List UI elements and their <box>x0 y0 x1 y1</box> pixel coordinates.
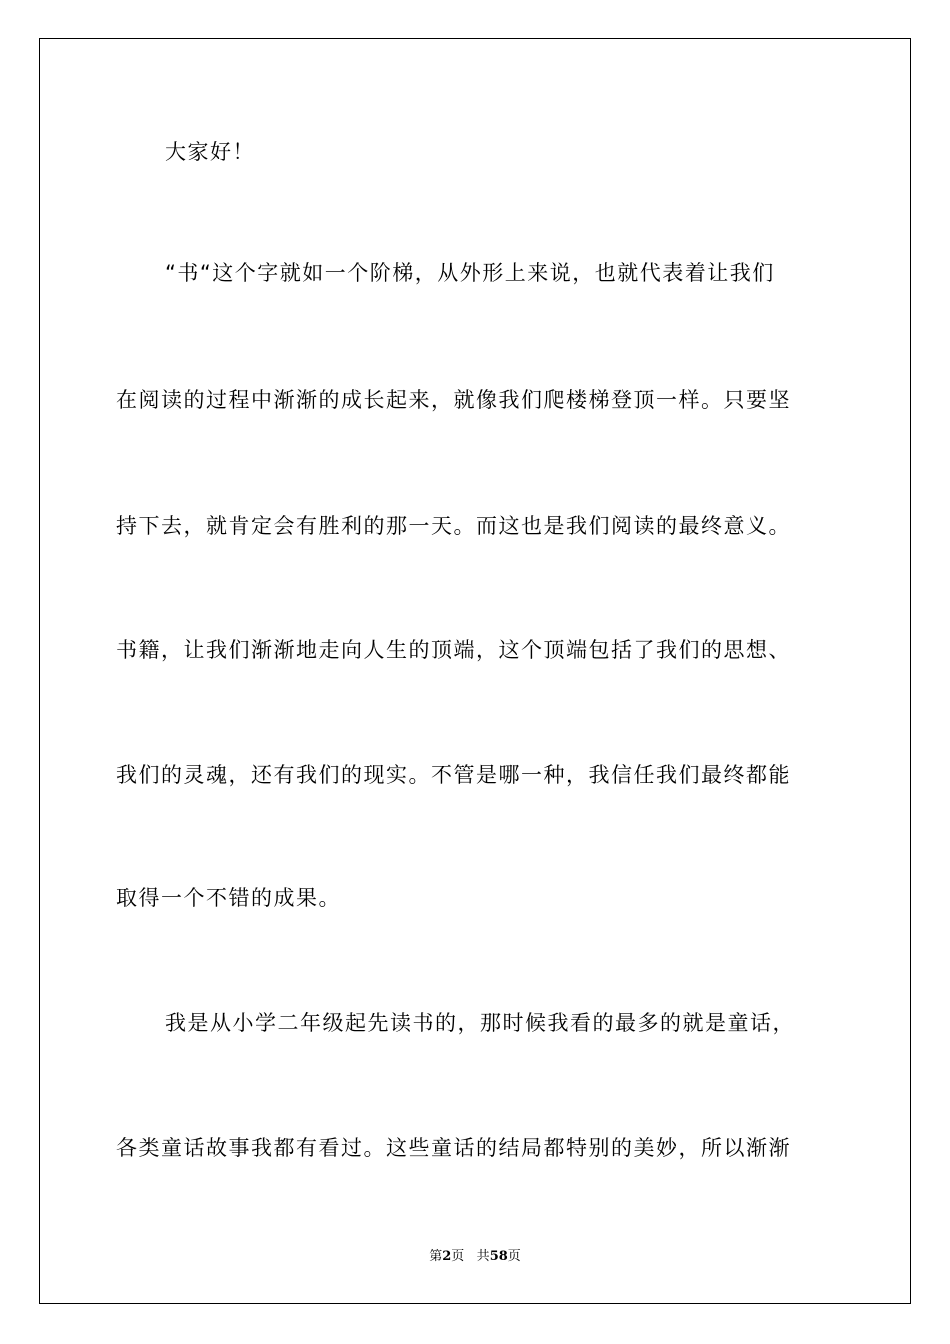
paragraph-line: “书“这个字就如一个阶梯，从外形上来说，也就代表着让我们 <box>165 261 775 285</box>
page-footer <box>0 1248 950 1266</box>
paragraph-line: 取得一个不错的成果。 <box>116 886 341 910</box>
total-pages: 58 <box>489 1249 508 1264</box>
paragraph-line: 我们的灵魂，还有我们的现实。不管是哪一种，我信任我们最终都能 <box>116 763 791 787</box>
greeting-line: 大家好！ <box>165 140 255 164</box>
paragraph-line: 各类童话故事我都有看过。这些童话的结局都特别的美妙，所以渐渐 <box>116 1136 791 1160</box>
page-frame <box>39 38 911 1304</box>
total-prefix: 共 <box>476 1249 490 1264</box>
paragraph-line: 在阅读的过程中渐渐的成长起来，就像我们爬楼梯登顶一样。只要坚 <box>116 388 791 412</box>
total-suffix: 页 <box>507 1249 521 1264</box>
paragraph-line: 书籍，让我们渐渐地走向人生的顶端，这个顶端包括了我们的思想、 <box>116 638 791 662</box>
paragraph-line: 我是从小学二年级起先读书的，那时候我看的最多的就是童话， <box>165 1011 795 1035</box>
paragraph-line: 持下去，就肯定会有胜利的那一天。而这也是我们阅读的最终意义。 <box>116 514 791 538</box>
page-prefix: 第 <box>429 1249 443 1264</box>
page-suffix: 页 <box>451 1249 465 1264</box>
page-number: 2 <box>442 1249 452 1264</box>
